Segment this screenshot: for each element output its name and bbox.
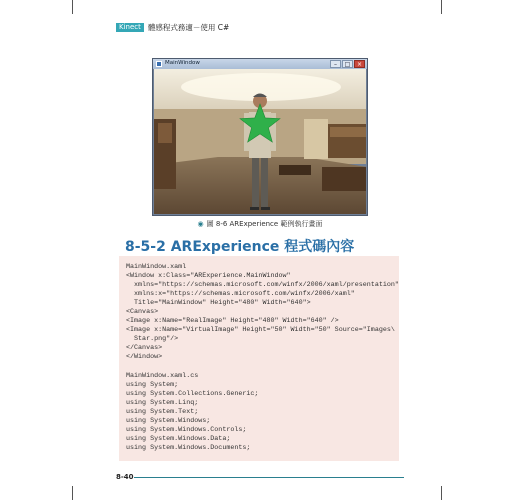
code-line: <Image x:Name="VirtualImage" Height="50" Width="50" Source="Images\ [126, 326, 395, 335]
figure-caption-text: 圖 8-6 ARExperience 範例執行畫面 [206, 220, 323, 228]
running-header [116, 22, 229, 33]
window-controls [330, 60, 365, 68]
code-line: using System.Linq; [126, 398, 199, 407]
code-line: <Image x:Name="RealImage" Height="480" Width="640" /> [126, 317, 339, 326]
code-line: xmlns="https://schemas.microsoft.com/winfx/2006/xaml/presentation" [126, 281, 399, 290]
code-line: using System.Text; [126, 407, 199, 416]
figure-caption [0, 219, 520, 229]
person-right-shoe [261, 207, 270, 210]
coffee-table [279, 165, 311, 175]
code-line: using System.Windows.Data; [126, 434, 231, 443]
right-shelf [330, 127, 366, 137]
code-line: using System; [126, 380, 179, 389]
code-line: <Window x:Class="ARExperience.MainWindow" [126, 272, 291, 281]
maximize-button[interactable]: □ [342, 60, 353, 68]
camera-scene [154, 69, 366, 214]
crop-mark [441, 486, 442, 500]
code-line: MainWindow.xaml [126, 263, 187, 271]
app-icon [156, 61, 162, 67]
code-line: Star.png"/> [126, 335, 179, 344]
code-line: using System.Windows.Documents; [126, 443, 251, 452]
code-line: using System.Windows; [126, 416, 211, 425]
crop-mark [72, 0, 73, 14]
crop-mark [72, 486, 73, 500]
person-left-leg [252, 155, 259, 207]
figure-icon: ◉ [197, 220, 204, 228]
person-right-leg [261, 155, 268, 207]
section-title: 8-5-2 ARExperience 程式碼內容 [125, 239, 355, 255]
sofa [322, 167, 366, 191]
code-line: </Window> [126, 353, 163, 362]
code-line [126, 363, 392, 372]
code-line: </Canvas> [126, 344, 163, 353]
window-titlebar [153, 59, 367, 69]
code-line: Title="MainWindow" Height="480" Width="640"> [126, 299, 311, 308]
person-left-shoe [250, 207, 259, 210]
code-line: using System.Windows.Controls; [126, 425, 247, 434]
header-title: 體感程式務適－使用 C# [147, 23, 230, 32]
page-number: 8-40 [116, 473, 134, 481]
code-listing [119, 256, 399, 461]
footer-rule [134, 477, 404, 478]
close-button[interactable]: × [354, 60, 365, 68]
doorway [304, 119, 328, 159]
crop-mark [441, 0, 442, 14]
code-line: MainWindow.xaml.cs [126, 371, 199, 380]
camera-view [154, 69, 366, 214]
left-cabinet-panel [158, 123, 172, 143]
code-line: using System.Collections.Generic; [126, 389, 259, 398]
window-title: MainWindow [165, 60, 200, 66]
minimize-button[interactable]: – [330, 60, 341, 68]
code-line: xmlns:x="https://schemas.microsoft.com/winfx/2006/xaml" [126, 290, 355, 299]
header-badge: Kinect [116, 23, 144, 32]
code-line: <Canvas> [126, 308, 159, 317]
app-window-screenshot [152, 58, 368, 216]
